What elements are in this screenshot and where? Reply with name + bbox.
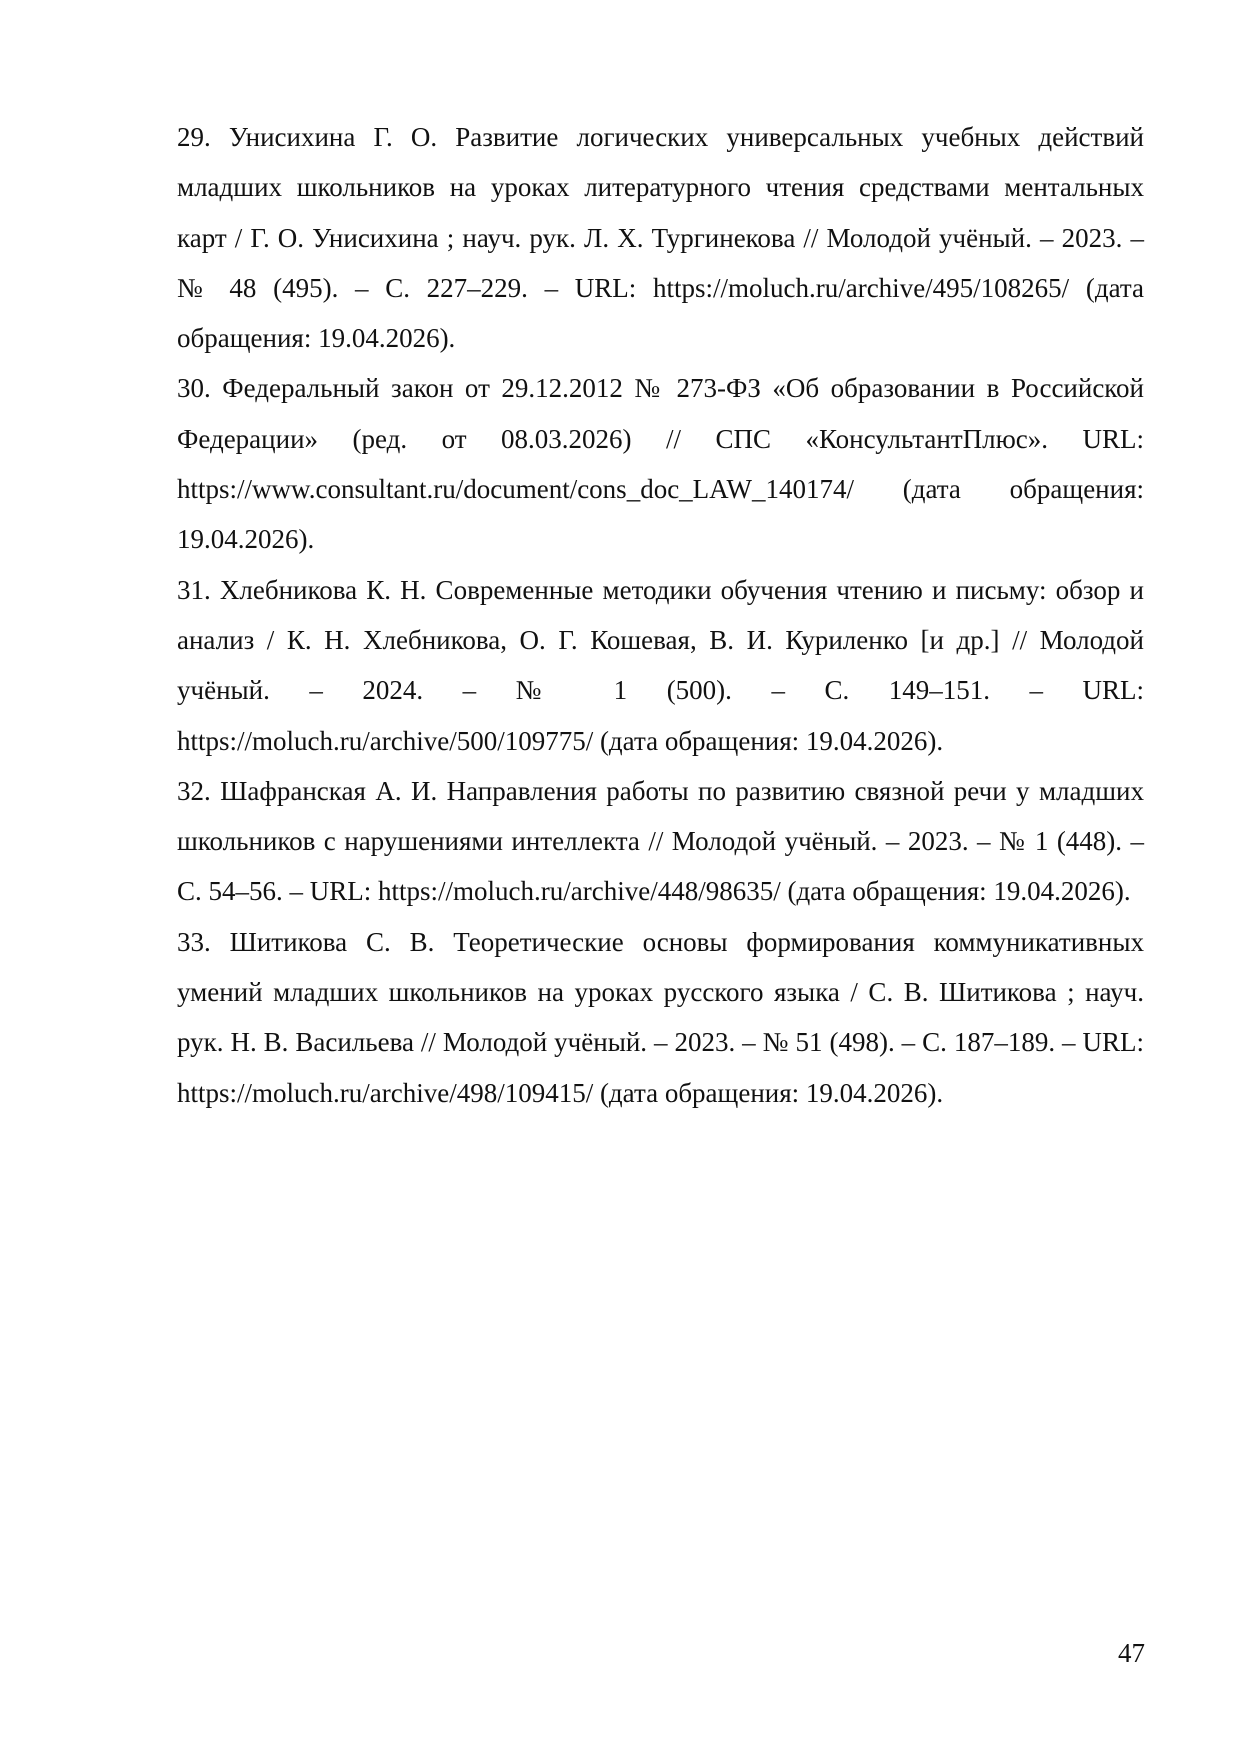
reference-item-29: 29. Унисихина Г. О. Развитие логических универсальных учебных действий младших школьников на уроках литературного чтения средствами ментальных карт / Г. О. Унисихина ; науч. рук. Л. Х. Тургинекова // Молодой учёный. – 2023. – № 48 (495). – С. 227–229. – URL: https://moluch.ru/archive/495/108265/ (дата обращения: 19.04.2026). (177, 122, 1144, 354)
reference-item-30: 30. Федеральный закон от 29.12.2012 № 273-ФЗ «Об образовании в Российской Федерации» (ред. от 08.03.2026) // СПС «КонсультантПлюс». URL: https://www.consultant.ru/document/cons_doc_LAW_140174/ (дата обращения: 19.04.2026). (177, 373, 1144, 555)
reference-item-31: 31. Хлебникова К. Н. Современные методики обучения чтению и письму: обзор и анализ / К. Н. Хлебникова, О. Г. Кошевая, В. И. Куриленко [и др.] // Молодой учёный. – 2024. – № 1 (500). – С. 149–151. – URL: https://moluch.ru/archive/500/109775/ (дата обращения: 19.04.2026). (177, 574, 1144, 756)
reference-list (177, 112, 1144, 1118)
reference-item-33: 33. Шитикова С. В. Теоретические основы формирования коммуникативных умений младших школьников на уроках русского языка / С. В. Шитикова ; науч. рук. Н. В. Васильева // Молодой учёный. – 2023. – № 51 (498). – С. 187–189. – URL: https://moluch.ru/archive/498/109415/ (дата обращения: 19.04.2026). (177, 926, 1144, 1108)
reference-item-32: 32. Шафранская А. И. Направления работы по развитию связной речи у младших школьников с нарушениями интеллекта // Молодой учёный. – 2023. – № 1 (448). – С. 54–56. – URL: https://moluch.ru/archive/448/98635/ (дата обращения: 19.04.2026). (177, 775, 1144, 907)
page-number: 47 (1118, 1638, 1145, 1668)
